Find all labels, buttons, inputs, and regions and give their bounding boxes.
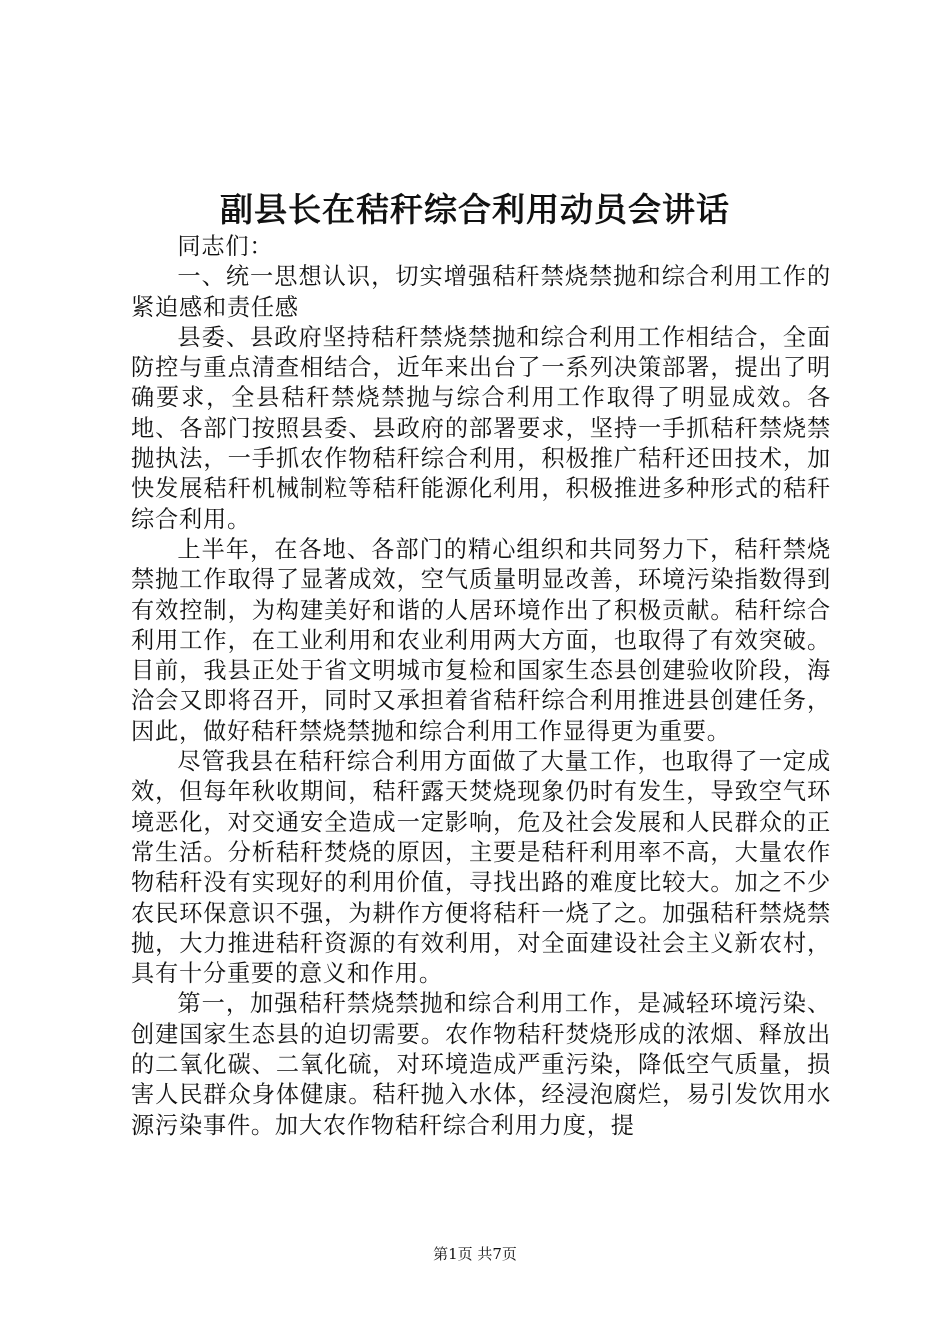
paragraph: 第一，加强秸秆禁烧禁抛和综合利用工作，是减轻环境污染、创建国家生态县的迫切需要。农作物秸秆焚烧形成的浓烟、释放出的二氧化碳、二氧化硫，对环境造成严重污染，降低空气质量，损害人民群众身体健康。秸秆抛入水体，经浸泡腐烂，易引发饮用水源污染事件。加大农作物秸秆综合利用力度，提 bbox=[131, 990, 831, 1139]
page-footer: 第1页 共7页 bbox=[433, 1245, 517, 1263]
paragraph: 尽管我县在秸秆综合利用方面做了大量工作，也取得了一定成效，但每年秋收期间，秸秆露天焚烧现象仍时有发生，导致空气环境恶化，对交通安全造成一定影响，危及社会发展和人民群众的正常生活。分析秸秆焚烧的原因，主要是秸秆利用率不高，大量农作物秸秆没有实现好的利用价值，寻找出路的难度比较大。加之不少农民环保意识不强，为耕作方便将秸秆一烧了之。加强秸秆禁烧禁抛，大力推进秸秆资源的有效利用，对全面建设社会主义新农村，具有十分重要的意义和作用。 bbox=[131, 748, 831, 988]
paragraph: 上半年，在各地、各部门的精心组织和共同努力下，秸秆禁烧禁抛工作取得了显著成效，空气质量明显改善，环境污染指数得到有效控制，为构建美好和谐的人居环境作出了积极贡献。秸秆综合利用工作，在工业利用和农业利用两大方面，也取得了有效突破。目前，我县正处于省文明城市复检和国家生态县创建验收阶段，海洽会又即将召开，同时又承担着省秸秆综合利用推进县创建任务，因此，做好秸秆禁烧禁抛和综合利用工作显得更为重要。 bbox=[131, 535, 831, 745]
paragraph-salutation: 同志们： bbox=[177, 233, 274, 260]
paragraph-section-heading: 一、统一思想认识，切实增强秸秆禁烧禁抛和综合利用工作的紧迫感和责任感 bbox=[131, 263, 831, 321]
document-body bbox=[131, 232, 831, 1141]
document-title: 副县长在秸秆综合利用动员会讲话 bbox=[220, 190, 730, 229]
paragraph: 县委、县政府坚持秸秆禁烧禁抛和综合利用工作相结合，全面防控与重点清查相结合，近年来出台了一系列决策部署，提出了明确要求，全县秸秆禁烧禁抛与综合利用工作取得了明显成效。各地、各部门按照县委、县政府的部署要求，坚持一手抓秸秆禁烧禁抛执法，一手抓农作物秸秆综合利用，积极推广秸秆还田技术，加快发展秸秆机械制粒等秸秆能源化利用，积极推进多种形式的秸秆综合利用。 bbox=[131, 323, 831, 533]
